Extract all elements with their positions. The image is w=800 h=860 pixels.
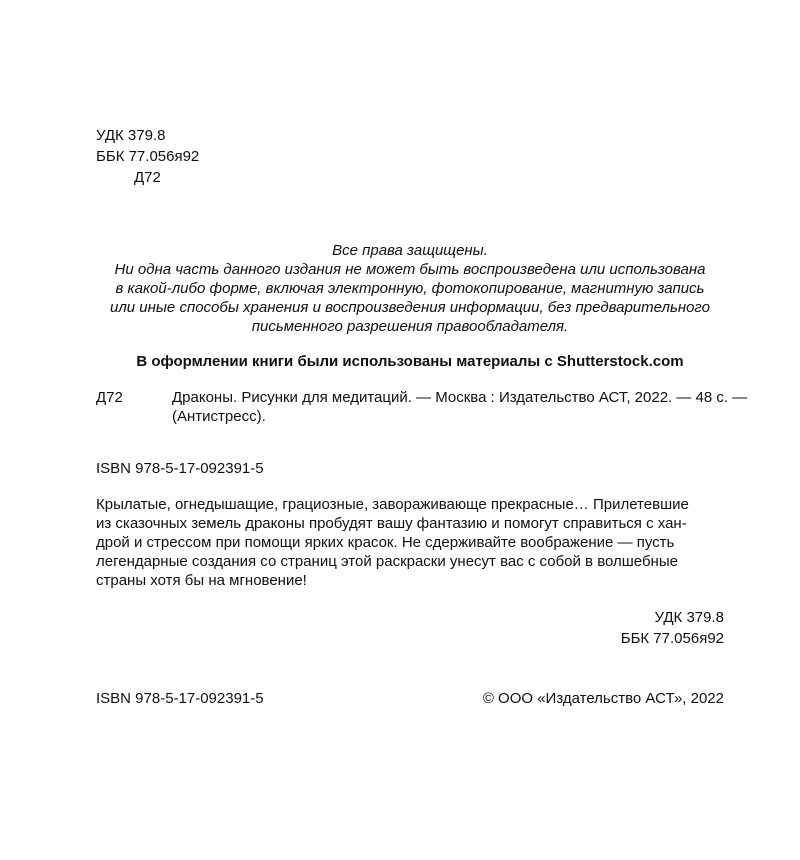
rights-line: Все права защищены. xyxy=(332,242,488,259)
rights-line: или иные способы хранения и воспроизведения информации, без предварительного xyxy=(109,299,710,316)
annotation-line: Крылатые, огнедышащие, грациозные, завораживающе прекрасные… Прилетевшие xyxy=(96,496,689,513)
biblio-code: Д72 xyxy=(96,389,123,406)
author-sign: Д72 xyxy=(134,169,161,186)
annotation-line: легендарные создания со страниц этой раскраски унесут вас с собой в волшебные xyxy=(96,553,678,570)
rights-line: Ни одна часть данного издания не может быть воспроизведена или использована xyxy=(114,261,706,278)
materials-note: В оформлении книги были использованы материалы с Shutterstock.com xyxy=(136,353,684,370)
classification-codes xyxy=(96,125,199,188)
bbk-code: ББК 77.056я92 xyxy=(96,148,200,165)
annotation-line: дрой и стрессом при помощи ярких красок. Не сдерживайте воображение — пусть xyxy=(96,534,675,551)
biblio-entry xyxy=(172,388,747,426)
isbn-top: ISBN 978-5-17-092391-5 xyxy=(96,460,264,477)
annotation-line: страны хотя бы на мгновение! xyxy=(96,572,307,589)
annotation-line: из сказочных земель драконы пробудят вашу фантазию и помогут справиться с хан- xyxy=(96,515,687,532)
rights-line: письменного разрешения правообладателя. xyxy=(251,318,569,335)
bbk-code-right: ББК 77.056я92 xyxy=(620,630,724,647)
isbn-bottom: ISBN 978-5-17-092391-5 xyxy=(96,690,264,707)
classification-codes-right xyxy=(621,607,724,649)
biblio-line: (Антистресс). xyxy=(172,408,266,425)
rights-notice xyxy=(60,241,760,336)
rights-line: в какой-либо форме, включая электронную, фотокопирование, магнитную запись xyxy=(115,280,705,297)
udk-code-right: УДК 379.8 xyxy=(654,609,724,626)
annotation xyxy=(96,495,689,590)
biblio-line: Драконы. Рисунки для медитаций. — Москва : Издательство АСТ, 2022. — 48 с. — xyxy=(172,389,748,406)
udk-code: УДК 379.8 xyxy=(96,127,166,144)
copyright-notice: © ООО «Издательство АСТ», 2022 xyxy=(482,690,724,707)
